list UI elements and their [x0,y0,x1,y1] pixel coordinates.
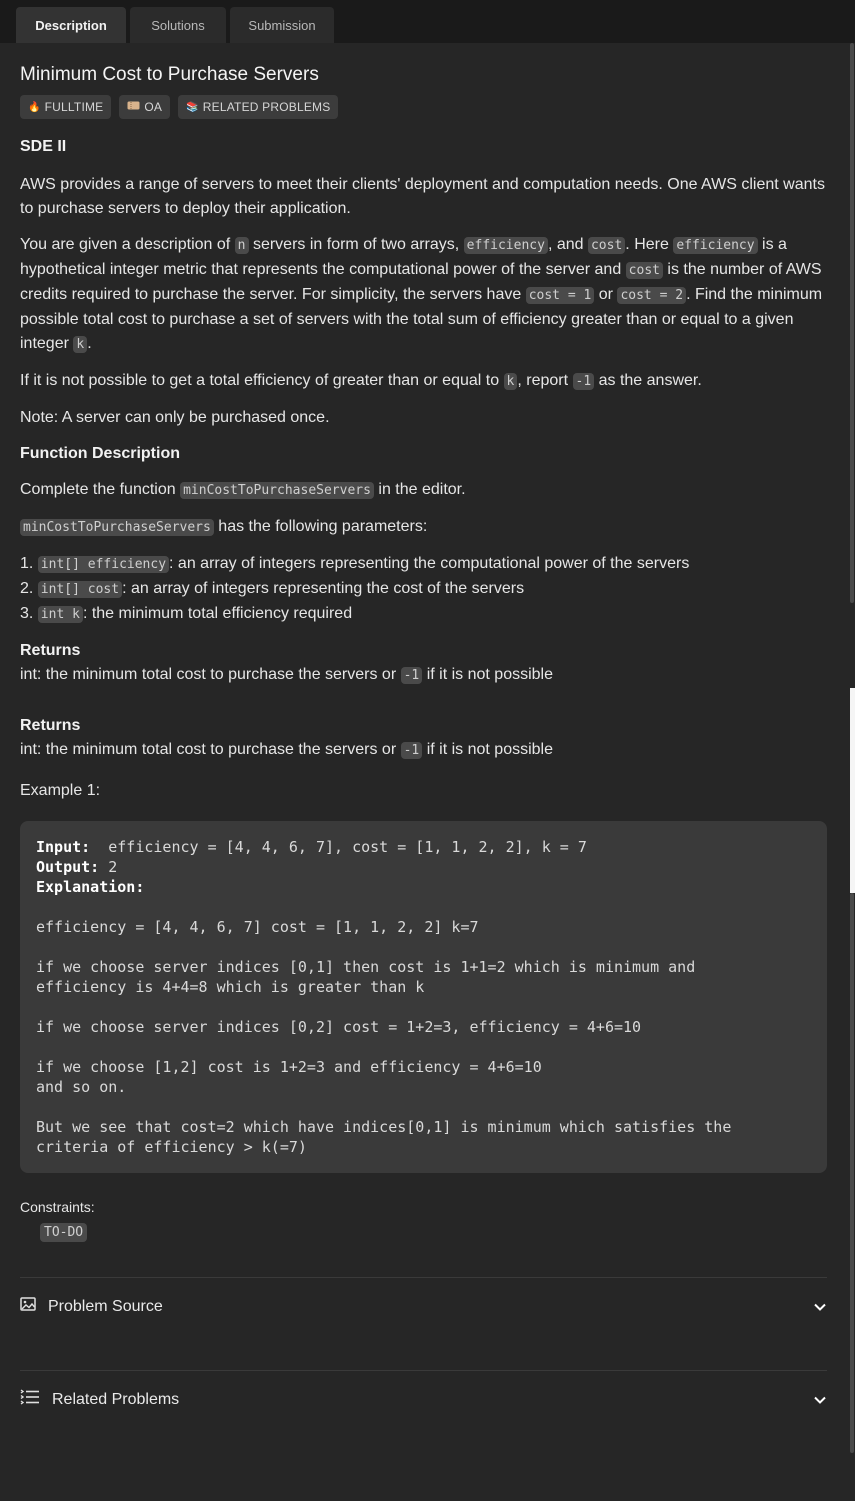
inline-code: -1 [401,667,423,684]
input-value: efficiency = [4, 4, 6, 7], cost = [1, 1, 2, 2], k = 7 [90,838,587,856]
scrollbar-thumb-lower[interactable] [850,893,854,1453]
tab-description[interactable]: Description [16,7,126,43]
tag-fulltime[interactable] [20,95,111,119]
books-icon: 📚 [186,101,199,113]
scrollbar[interactable] [849,43,855,603]
impossible-paragraph: If it is not possible to get a total efficiency of greater than or equal to k , report -1 as the answer. [20,372,702,389]
accordion-label: Problem Source [48,1297,163,1315]
input-label: Input: [36,838,91,856]
note-paragraph: Note: A server can only be purchased once. [20,409,330,426]
inline-code: cost [626,262,663,279]
explanation-text: efficiency = [4, 4, 6, 7] cost = [1, 1, 2, 2] k=7 if we choose server indices [0,1] then cost is 1+1=2 which is minimum and efficiency is 4+4=8 which is greater than k if we choose server indices [0,2] cost = 1+2=3, efficiency = 4+6=10 if we choose [1,2] cost is 1+2=3 and efficiency = 4+6=10 and so on. But we see that cost=2 which have indices[0,1] is minimum which satisfies the criteria of efficiency > k(=7) [36,918,732,1156]
returns-heading: Returns [20,642,81,659]
inline-code: minCostToPurchaseServers [20,519,214,536]
tab-bar [0,0,855,43]
scrollbar-thumb[interactable] [850,43,854,603]
related-problems-accordion[interactable] [20,1370,827,1428]
param-item: 1. int[] efficiency : an array of integers representing the computational power of the servers [20,555,690,572]
problem-content [0,63,855,1242]
inline-code: n [235,237,249,254]
function-heading: Function Description [20,445,180,462]
returns-text: int: the minimum total cost to purchase the servers or -1 if it is not possible [20,666,553,683]
chevron-down-icon[interactable] [813,1393,827,1407]
tab-submission[interactable]: Submission [230,7,334,43]
inline-code: int k [38,606,83,623]
inline-code: int[] cost [38,581,122,598]
tag-related-problems[interactable] [178,95,338,119]
problem-title: Minimum Cost to Purchase Servers [20,64,319,85]
list-icon [20,1388,40,1411]
inline-code: k [504,373,518,390]
example-code-block [20,821,827,1173]
returns-text-2: int: the minimum total cost to purchase the servers or -1 if it is not possible [20,741,553,758]
inline-code: int[] efficiency [38,556,169,573]
output-value: 2 [99,858,118,876]
tag-list [20,95,827,119]
inline-code: efficiency [673,237,757,254]
param-item: 3. int k : the minimum total efficiency required [20,605,353,622]
scrollbar-lower[interactable] [849,893,855,1453]
example-label: Example 1: [20,782,101,799]
tag-label: OA [144,100,163,114]
inline-code: -1 [401,742,423,759]
inline-code: cost = 1 [526,287,595,304]
intro-paragraph: AWS provides a range of servers to meet their clients' deployment and computation needs. One AWS client wants to purchase servers to deploy their application. [20,176,825,217]
tab-solutions[interactable]: Solutions [130,7,226,43]
param-item: 2. int[] cost : an array of integers representing the cost of the servers [20,580,525,597]
constraints-label: Constraints: [20,1199,95,1215]
accordion-label: Related Problems [52,1390,180,1408]
image-icon [20,1297,36,1316]
inline-code: minCostToPurchaseServers [180,482,374,499]
constraints-value: TO-DO [40,1223,87,1242]
scroll-gap [850,688,855,893]
params-line: minCostToPurchaseServers has the following parameters: [20,515,827,540]
tag-oa[interactable] [119,95,170,119]
ticket-icon [127,101,140,113]
inline-code: cost = 2 [617,287,686,304]
function-line: Complete the function minCostToPurchaseServers in the editor. [20,481,466,498]
params-list [20,552,827,627]
returns-heading-2: Returns [20,717,81,734]
inline-code: cost [588,237,625,254]
fire-icon: 🔥 [28,101,41,113]
explanation-label: Explanation: [36,878,145,896]
level-heading: SDE II [20,138,67,155]
inline-code: k [73,336,87,353]
tag-label: RELATED PROBLEMS [202,100,331,114]
problem-source-accordion[interactable] [20,1277,827,1335]
output-label: Output: [36,858,100,876]
inline-code: efficiency [464,237,548,254]
inline-code: -1 [573,373,595,390]
chevron-down-icon[interactable] [813,1300,827,1314]
description-paragraph: You are given a description of n servers in form of two arrays, efficiency , and cost . Here efficiency is a hypothetical integer metric that represents the computational power of the server and cost is the number of AWS credits required to purchase the server. For simplicity, the servers have cost = 1 or cost = 2 . Find the minimum possible total cost to purchase a set of servers with the total sum of efficiency greater than or equal to a given integer k . [20,236,823,352]
tag-label: FULLTIME [44,100,104,114]
